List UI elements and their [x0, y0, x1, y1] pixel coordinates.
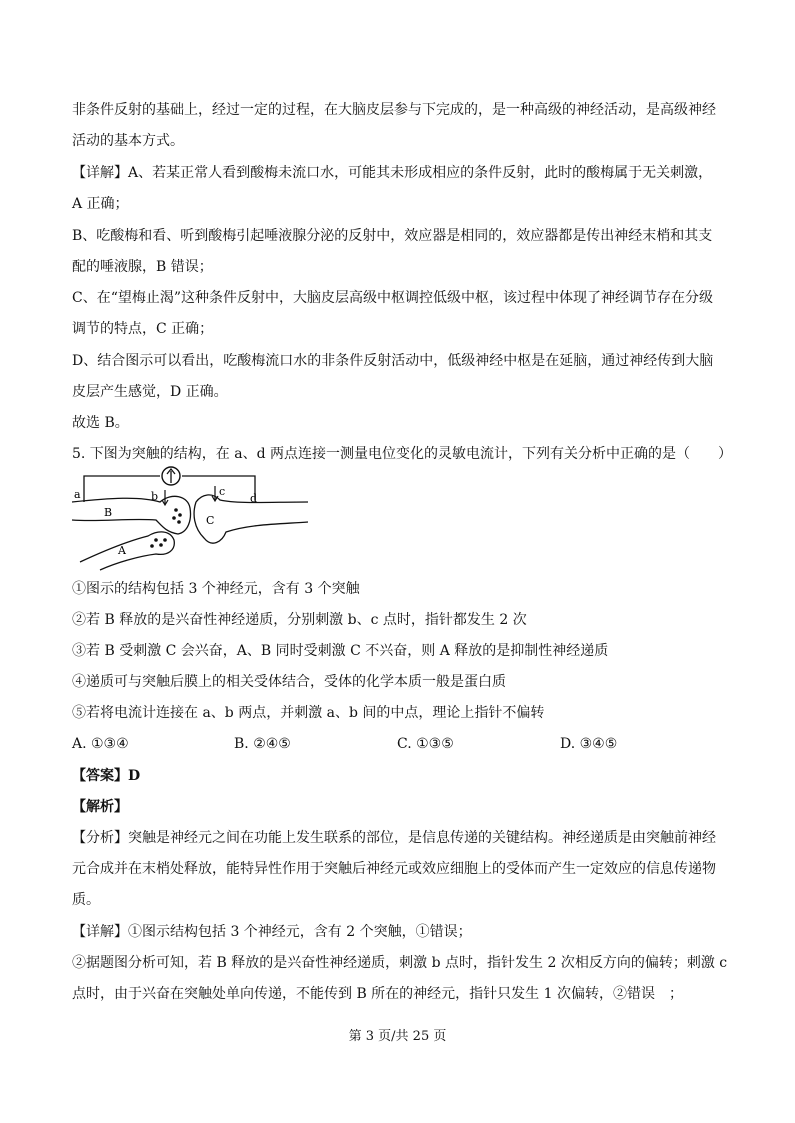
statement-3: ③若 B 受刺激 C 会兴奋，A、B 同时受刺激 C 不兴奋，则 A 释放的是抑制性神经递质 [72, 643, 609, 659]
analysis-line: 点时，由于兴奋在突触处单向传递，不能传到 B 所在的神经元，指针只发生 1 次偏转，②错误 ； [72, 986, 683, 1002]
statement-2: ②若 B 释放的是兴奋性神经递质，分别刺激 b、c 点时，指针都发生 2 次 [72, 612, 527, 628]
analysis-line: 质。 [72, 892, 100, 908]
text-line: 非条件反射的基础上，经过一定的过程，在大脑皮层参与下完成的，是一种高级的神经活动，是高级神经 [72, 102, 716, 118]
text-line: 活动的基本方式。 [72, 133, 184, 149]
analysis-line: 【详解】①图示结构包括 3 个神经元，含有 2 个突触，①错误； [72, 924, 472, 940]
text-line: C、在“望梅止渴”这种条件反射中，大脑皮层高级中枢调控低级中枢，该过程中体现了神经调节存在分级 [72, 290, 714, 306]
statement-5: ⑤若将电流计连接在 a、b 两点，并刺激 a、b 间的中点，理论上指针不偏转 [72, 705, 545, 721]
stimulus-arrow-c-icon [212, 486, 218, 501]
label-a: a [74, 488, 81, 501]
neuron-a-outline [80, 532, 174, 570]
analysis-line: ②据题图分析可知，若 B 释放的是兴奋性神经递质，刺激 b 点时，指针发生 2 次相反方向的偏转；刺激 c [72, 955, 728, 971]
answer-options [72, 736, 732, 754]
label-neuron-b: B [104, 506, 113, 519]
label-neuron-c: C [206, 514, 215, 527]
page-footer: 第 3 页/共 25 页 [348, 1029, 447, 1044]
option-c: C. ①③⑤ [397, 736, 454, 752]
analysis-heading: 【解析】 [72, 799, 128, 815]
answer-label: 【答案】D [72, 768, 141, 784]
text-line: A 正确； [72, 196, 129, 212]
option-a: A. ①③④ [72, 736, 129, 752]
text-line: 调节的特点，C 正确； [72, 321, 214, 337]
label-b: b [151, 490, 159, 503]
label-c: c [219, 485, 226, 498]
text-line: 故选 B。 [72, 415, 129, 431]
label-d: d [250, 492, 258, 505]
text-line: 配的唾液腺，B 错误； [72, 259, 213, 275]
vesicles [150, 508, 182, 548]
neuron-b-outline [72, 496, 191, 534]
text-line: B、吃酸梅和看、听到酸梅引起唾液腺分泌的反射中，效应器是相同的，效应器都是传出神经末梢和其支 [72, 228, 713, 244]
statement-1: ①图示的结构包括 3 个神经元，含有 3 个突触 [72, 581, 360, 597]
option-d: D. ③④⑤ [560, 736, 618, 752]
synapse-diagram [70, 462, 310, 572]
option-b: B. ②④⑤ [234, 736, 291, 752]
statement-4: ④递质可与突触后膜上的相关受体结合，受体的化学本质一般是蛋白质 [72, 674, 506, 690]
label-neuron-a: A [118, 544, 126, 557]
question-stem: 5. 下图为突触的结构，在 a、d 两点连接一测量电位变化的灵敏电流计，下列有关分析中正确的是（ ） [72, 446, 733, 462]
analysis-line: 元合成并在末梢处释放，能特异性作用于突触后神经元或效应细胞上的受体而产生一定效应的信息传递物 [72, 861, 716, 877]
text-line: 【详解】A、若某正常人看到酸梅未流口水，可能其未形成相应的条件反射，此时的酸梅属于无关刺激， [72, 165, 713, 181]
text-line: D、结合图示可以看出，吃酸梅流口水的非条件反射活动中，低级神经中枢是在延脑，通过神经传到大脑 [72, 353, 714, 369]
text-line: 皮层产生感觉，D 正确。 [72, 384, 228, 400]
analysis-line: 【分析】突触是神经元之间在功能上发生联系的部位，是信息传递的关键结构。神经递质是由突触前神经 [72, 830, 716, 846]
